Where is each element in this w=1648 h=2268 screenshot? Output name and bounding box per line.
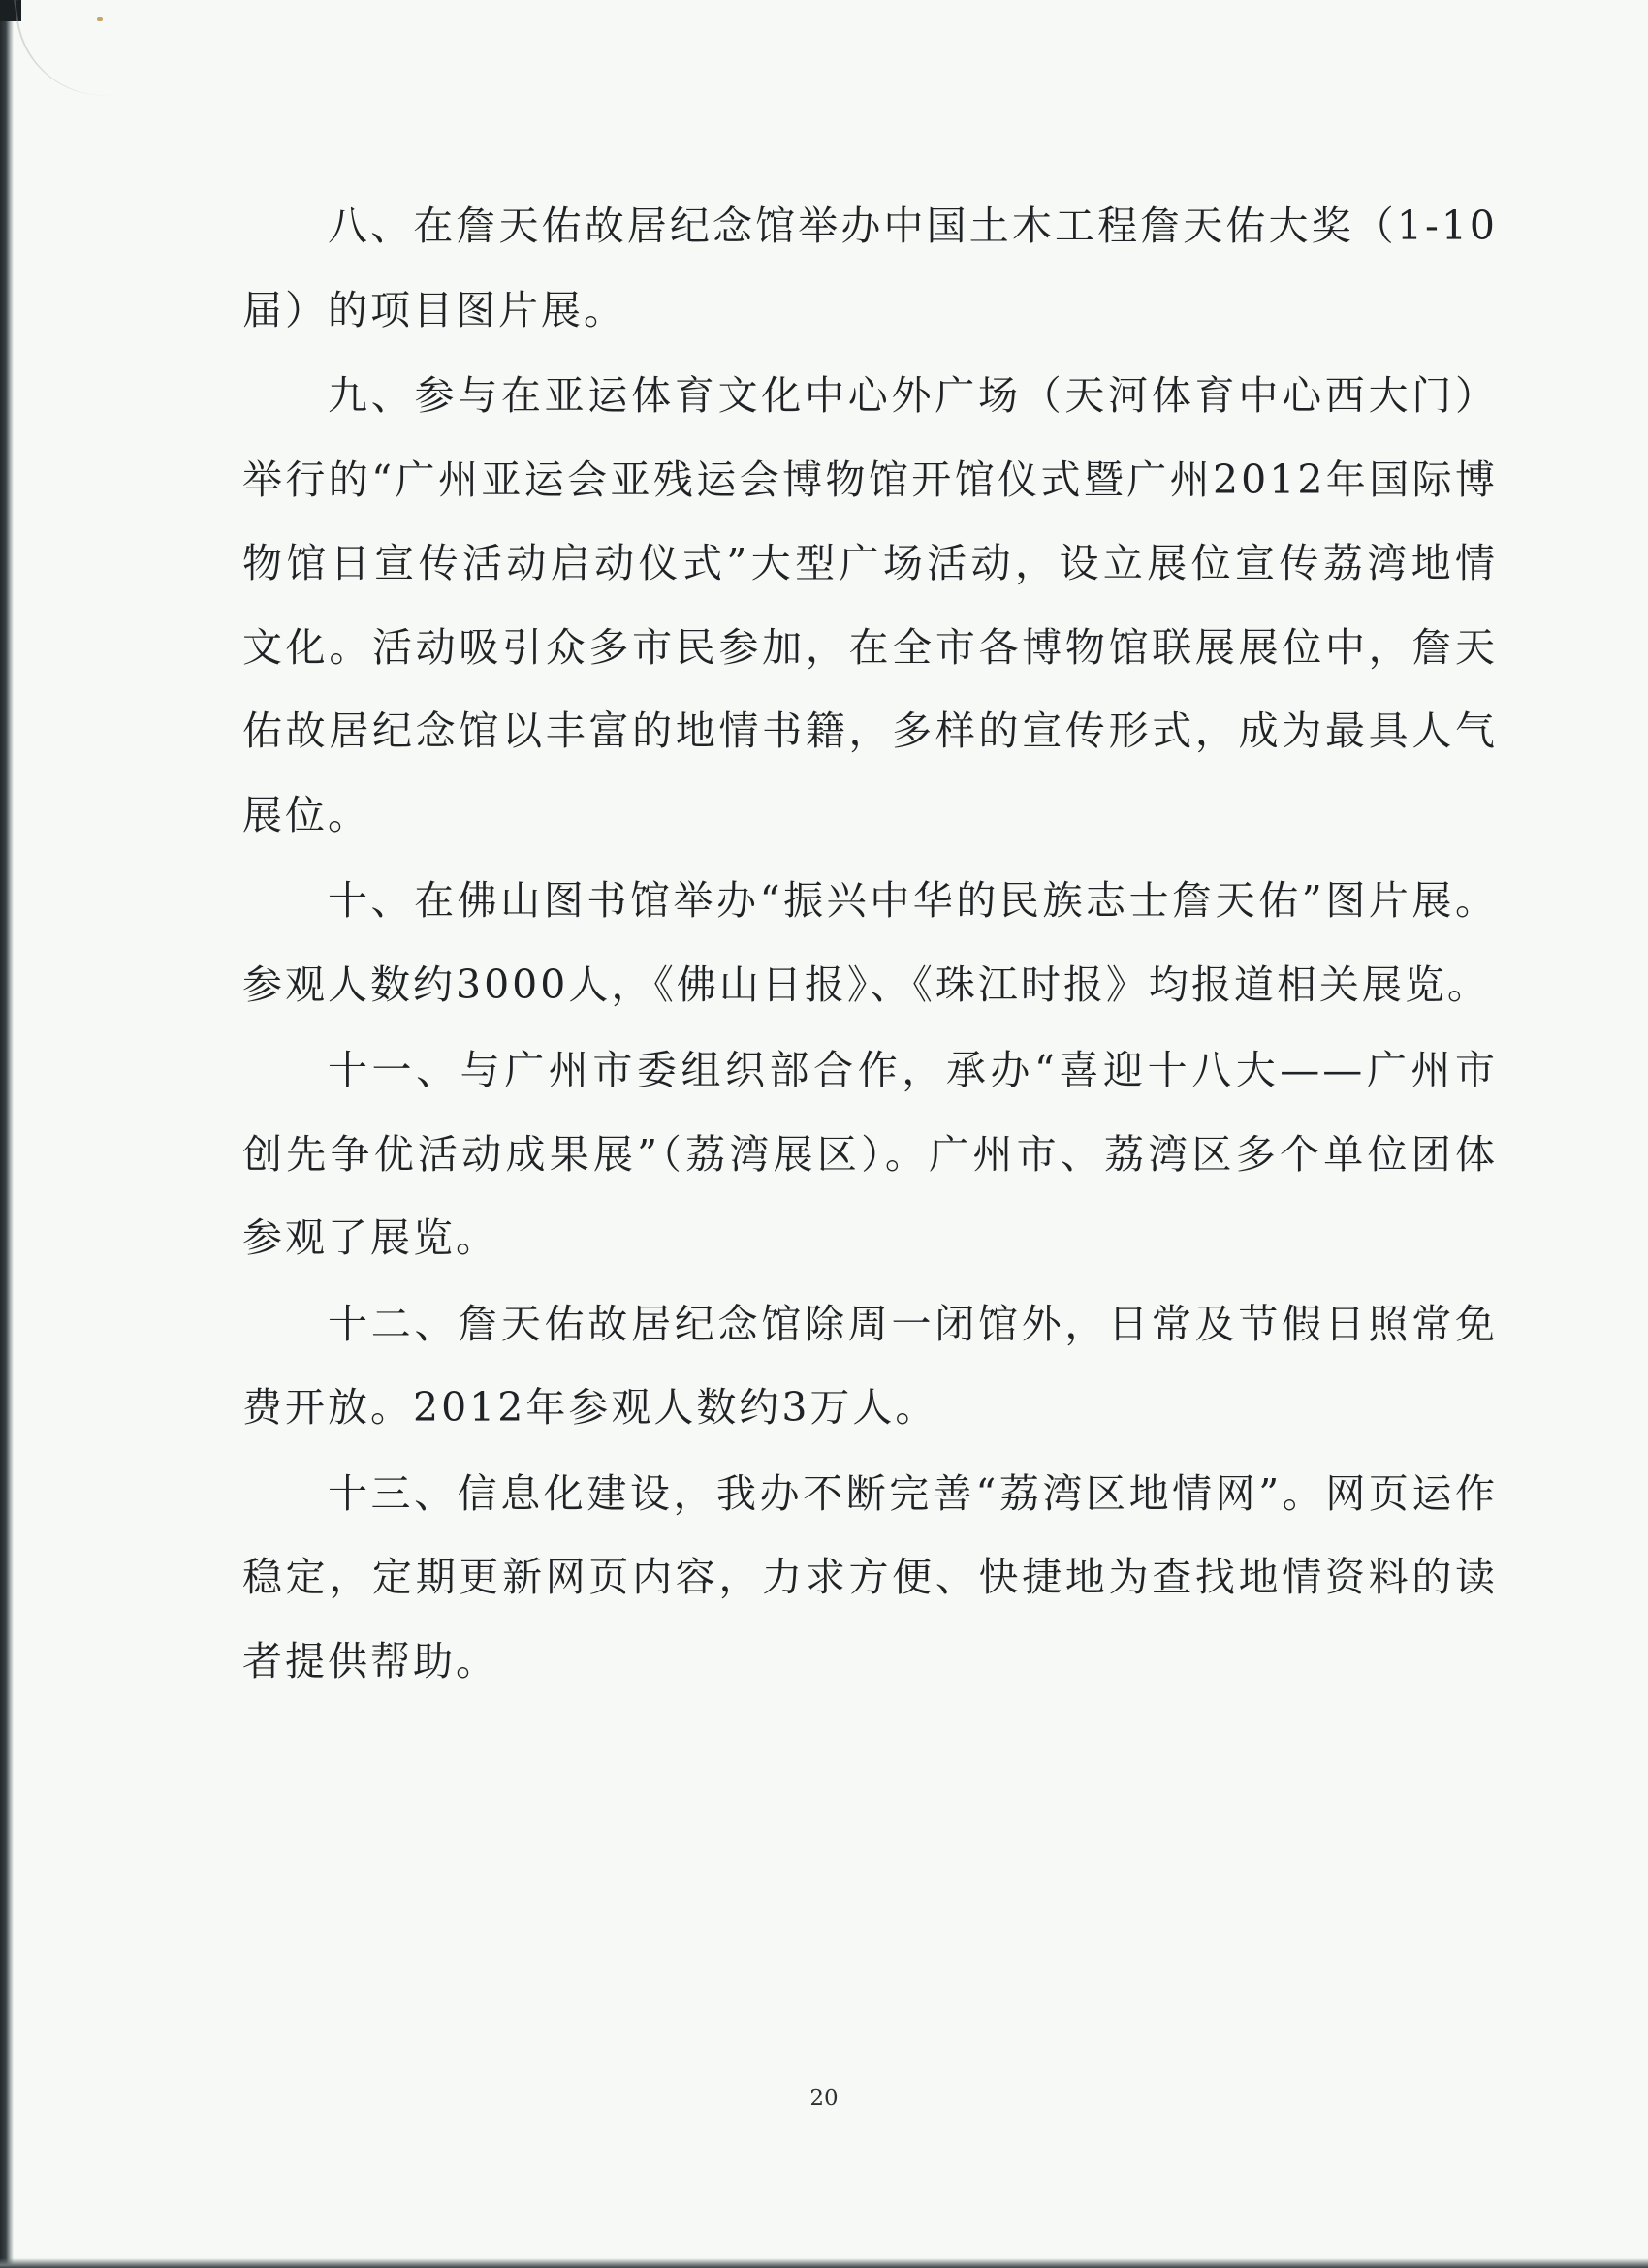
paper-curl [14, 0, 117, 107]
page-number: 20 [809, 2086, 839, 2111]
paragraph-13: 十三、信息化建设，我办不断完善“荔湾区地情网”。网页运作稳定，定期更新网页内容，力求方便、快捷地为查找地情资料的读者提供帮助。 [242, 1469, 1498, 1685]
paragraph-8: 八、在詹天佑故居纪念馆举办中国土木工程詹天佑大奖（1-10届）的项目图片展。 [242, 203, 1498, 333]
paragraph-12: 十二、詹天佑故居纪念馆除周一闭馆外，日常及节假日照常免费开放。2012年参观人数约3万人。 [242, 1300, 1498, 1431]
paragraph-10: 十、在佛山图书馆举办“振兴中华的民族志士詹天佑”图片展。参观人数约3000人，《佛山日报》、《珠江时报》均报道相关展览。 [242, 877, 1498, 1008]
scan-edge-bottom [0, 2258, 1648, 2268]
document-body [242, 184, 1498, 1705]
paragraph-9: 九、参与在亚运体育文化中心外广场（天河体育中心西大门）举行的“广州亚运会亚残运会博物馆开馆仪式暨广州2012年国际博物馆日宣传活动启动仪式”大型广场活动，设立展位宣传荔湾地情文化。活动吸引众多市民参加，在全市各博物馆联展展位中，詹天佑故居纪念馆以丰富的地情书籍，多样的宣传形式，成为最具人气展位。 [242, 372, 1498, 838]
paragraph-11: 十一、与广州市委组织部合作，承办“喜迎十八大——广州市创先争优活动成果展”（荔湾展区）。广州市、荔湾区多个单位团体参观了展览。 [242, 1047, 1498, 1261]
scan-edge-left [0, 0, 14, 2268]
paper-speck [97, 17, 103, 21]
